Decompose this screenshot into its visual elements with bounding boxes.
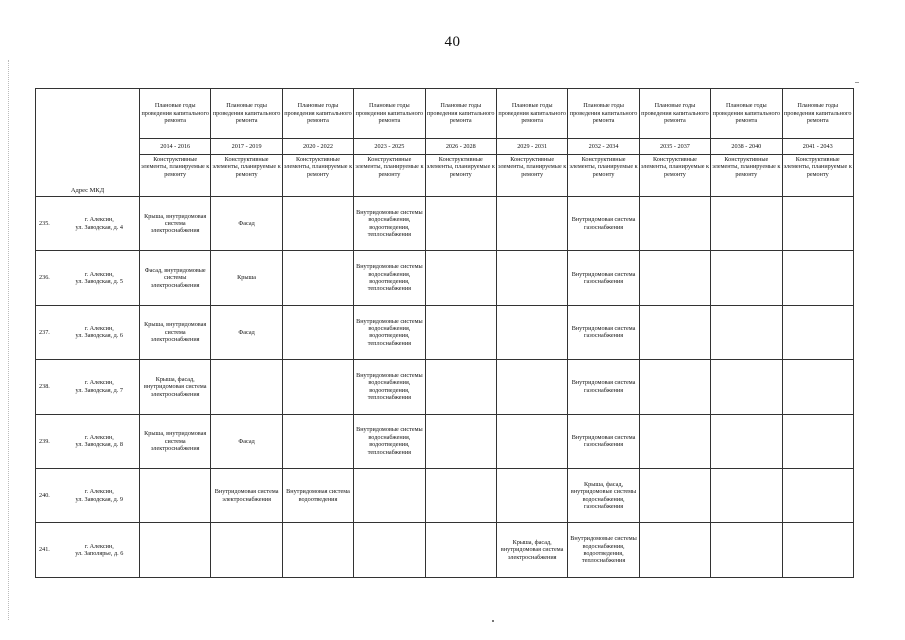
repair-elements-cell: Внутридомовые системы водоснабжения, водоотведения, теплоснабжения — [354, 414, 425, 468]
building-address — [60, 523, 140, 577]
building-address — [60, 305, 140, 359]
repair-elements-cell: Крыша, внутридомовая система электроснабжения — [140, 197, 211, 251]
address-city: г. Алексин, — [84, 325, 114, 333]
repair-elements-cell: Крыша — [211, 251, 282, 305]
repair-elements-cell: Крыша, фасад, внутридомовая система электроснабжения — [140, 360, 211, 414]
repair-elements-cell — [496, 414, 567, 468]
repair-elements-cell — [711, 305, 782, 359]
repair-elements-cell — [140, 468, 211, 522]
repair-elements-cell — [711, 360, 782, 414]
repair-elements-cell: Внутридомовая система водоотведения — [282, 468, 353, 522]
repair-elements-cell — [711, 523, 782, 577]
building-address — [60, 251, 140, 305]
elements-header: Конструктивные элементы, планируемые к ремонту — [425, 155, 496, 197]
repair-elements-cell: Внутридомовая система газоснабжения — [568, 360, 639, 414]
period-header: 2032 - 2034 — [568, 139, 639, 155]
elements-header: Конструктивные элементы, планируемые к ремонту — [639, 155, 710, 197]
repair-elements-cell — [282, 251, 353, 305]
repair-elements-cell — [282, 523, 353, 577]
repair-elements-cell: Фасад — [211, 414, 282, 468]
page-number: 40 — [444, 34, 461, 50]
address-city: г. Алексин, — [84, 542, 114, 550]
table-row — [36, 468, 854, 522]
elements-header: Конструктивные элементы, планируемые к ремонту — [496, 155, 567, 197]
elements-header: Конструктивные элементы, планируемые к ремонту — [711, 155, 782, 197]
planned-years-header: Плановые годы проведения капитального ремонта — [711, 89, 782, 139]
repair-elements-cell — [711, 468, 782, 522]
row-number: 236. — [36, 251, 60, 305]
repair-elements-cell — [639, 197, 710, 251]
address-street: ул. Заполярье, д. 6 — [75, 550, 124, 558]
repair-elements-cell — [282, 414, 353, 468]
address-street: ул. Заводская, д. 5 — [75, 278, 123, 286]
repair-elements-cell — [282, 305, 353, 359]
repair-elements-cell — [782, 414, 853, 468]
planned-years-header: Плановые годы проведения капитального ремонта — [782, 89, 853, 139]
elements-header: Конструктивные элементы, планируемые к ремонту — [282, 155, 353, 197]
row-number: 241. — [36, 523, 60, 577]
repair-elements-cell: Внутридомовые системы водоснабжения, водоотведения, теплоснабжения — [354, 360, 425, 414]
repair-elements-cell: Крыша, внутридомовая система электроснабжения — [140, 414, 211, 468]
repair-elements-cell — [782, 523, 853, 577]
period-header: 2014 - 2016 — [140, 139, 211, 155]
repair-elements-cell — [711, 251, 782, 305]
table-header — [36, 89, 854, 197]
repair-elements-cell — [782, 360, 853, 414]
row-number: 238. — [36, 360, 60, 414]
repair-elements-cell — [425, 197, 496, 251]
repair-elements-cell — [211, 523, 282, 577]
repair-elements-cell: Крыша, фасад, внутридомовая система электроснабжения — [496, 523, 567, 577]
capital-repair-table — [35, 88, 854, 578]
building-address — [60, 414, 140, 468]
repair-elements-cell: Внутридомовая система электроснабжения — [211, 468, 282, 522]
repair-elements-cell — [425, 468, 496, 522]
address-street: ул. Заводская, д. 8 — [75, 441, 123, 449]
period-header: 2023 - 2025 — [354, 139, 425, 155]
repair-elements-cell — [711, 414, 782, 468]
repair-elements-cell — [639, 251, 710, 305]
elements-header: Конструктивные элементы, планируемые к ремонту — [140, 155, 211, 197]
period-header: 2041 - 2043 — [782, 139, 853, 155]
planned-years-header: Плановые годы проведения капитального ремонта — [639, 89, 710, 139]
repair-elements-cell: Внутридомовые системы водоснабжения, водоотведения, теплоснабжения — [354, 305, 425, 359]
repair-elements-cell — [282, 197, 353, 251]
address-street: ул. Заводская, д. 9 — [75, 495, 123, 503]
repair-elements-cell — [354, 468, 425, 522]
repair-elements-cell — [782, 468, 853, 522]
planned-years-header: Плановые годы проведения капитального ремонта — [568, 89, 639, 139]
planned-years-header: Плановые годы проведения капитального ремонта — [140, 89, 211, 139]
repair-elements-cell — [496, 251, 567, 305]
row-number: 237. — [36, 305, 60, 359]
address-column-header: Адрес МКД — [36, 89, 140, 197]
repair-elements-cell: Внутридомовые системы водоснабжения, водоотведения, теплоснабжения — [354, 197, 425, 251]
repair-elements-cell — [496, 305, 567, 359]
repair-elements-cell — [639, 523, 710, 577]
repair-elements-cell — [211, 360, 282, 414]
repair-elements-cell: Внутридомовая система газоснабжения — [568, 305, 639, 359]
repair-elements-cell: Крыша, внутридомовая система электроснабжения — [140, 305, 211, 359]
repair-elements-cell — [425, 523, 496, 577]
period-header: 2017 - 2019 — [211, 139, 282, 155]
address-street: ул. Заводская, д. 4 — [75, 223, 123, 231]
period-header: 2038 - 2040 — [711, 139, 782, 155]
table-row — [36, 360, 854, 414]
building-address — [60, 197, 140, 251]
address-city: г. Алексин, — [84, 270, 114, 278]
table-body — [36, 197, 854, 578]
repair-elements-cell: Фасад — [211, 305, 282, 359]
repair-elements-cell — [425, 414, 496, 468]
margin-dotted-line — [8, 60, 10, 620]
repair-elements-cell — [711, 197, 782, 251]
repair-elements-cell: Фасад, внутридомовые системы электроснабжения — [140, 251, 211, 305]
repair-elements-cell — [496, 360, 567, 414]
address-street: ул. Заводская, д. 6 — [75, 332, 123, 340]
address-city: г. Алексин, — [84, 216, 114, 224]
repair-elements-cell: Внутридомовые системы водоснабжения, водоотведения, теплоснабжения — [354, 251, 425, 305]
repair-elements-cell — [425, 305, 496, 359]
row-number: 239. — [36, 414, 60, 468]
repair-elements-cell — [782, 305, 853, 359]
scan-dot — [492, 620, 494, 622]
repair-elements-cell: Внутридомовая система газоснабжения — [568, 197, 639, 251]
elements-header: Конструктивные элементы, планируемые к ремонту — [568, 155, 639, 197]
table-row — [36, 305, 854, 359]
repair-elements-cell — [496, 197, 567, 251]
planned-years-header: Плановые годы проведения капитального ремонта — [425, 89, 496, 139]
planned-years-header: Плановые годы проведения капитального ремонта — [496, 89, 567, 139]
planned-years-header: Плановые годы проведения капитального ремонта — [211, 89, 282, 139]
row-number: 240. — [36, 468, 60, 522]
table-row — [36, 523, 854, 577]
building-address — [60, 468, 140, 522]
repair-elements-cell — [140, 523, 211, 577]
table-row — [36, 251, 854, 305]
repair-elements-cell — [282, 360, 353, 414]
repair-elements-cell: Внутридомовые системы водоснабжения, водоотведения, теплоснабжения — [568, 523, 639, 577]
repair-elements-cell: Внутридомовая система газоснабжения — [568, 414, 639, 468]
period-header: 2020 - 2022 — [282, 139, 353, 155]
planned-years-header: Плановые годы проведения капитального ремонта — [354, 89, 425, 139]
building-address — [60, 360, 140, 414]
period-header: 2035 - 2037 — [639, 139, 710, 155]
repair-elements-cell — [639, 360, 710, 414]
period-header: 2026 - 2028 — [425, 139, 496, 155]
repair-elements-cell — [782, 197, 853, 251]
repair-elements-cell: Крыша, фасад, внутридомовые системы водоснабжения, газоснабжения — [568, 468, 639, 522]
repair-elements-cell — [782, 251, 853, 305]
period-header: 2029 - 2031 — [496, 139, 567, 155]
repair-elements-cell: Фасад — [211, 197, 282, 251]
elements-header: Конструктивные элементы, планируемые к ремонту — [782, 155, 853, 197]
elements-header: Конструктивные элементы, планируемые к ремонту — [354, 155, 425, 197]
repair-elements-cell — [425, 360, 496, 414]
repair-elements-cell — [639, 305, 710, 359]
address-city: г. Алексин, — [84, 433, 114, 441]
table-row — [36, 414, 854, 468]
elements-header: Конструктивные элементы, планируемые к ремонту — [211, 155, 282, 197]
repair-elements-cell — [425, 251, 496, 305]
repair-elements-cell — [354, 523, 425, 577]
address-city: г. Алексин, — [84, 488, 114, 496]
repair-elements-cell — [639, 414, 710, 468]
repair-elements-cell: Внутридомовая система газоснабжения — [568, 251, 639, 305]
repair-elements-cell — [496, 468, 567, 522]
repair-elements-cell — [639, 468, 710, 522]
address-city: г. Алексин, — [84, 379, 114, 387]
table-row — [36, 197, 854, 251]
row-number: 235. — [36, 197, 60, 251]
address-street: ул. Заводская, д. 7 — [75, 386, 123, 394]
planned-years-header: Плановые годы проведения капитального ремонта — [282, 89, 353, 139]
scan-mark — [855, 82, 859, 83]
